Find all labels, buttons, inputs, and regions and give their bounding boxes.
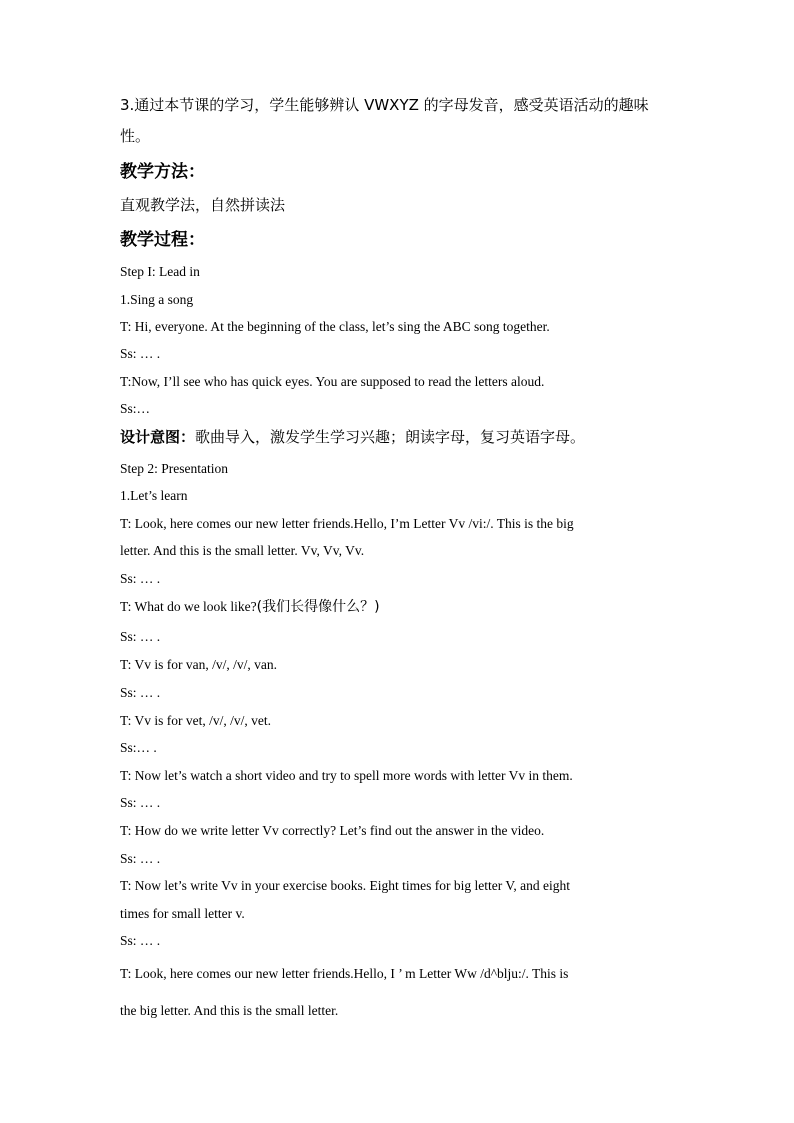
step2-line-12: T: How do we write letter Vv correctly? Let’s find out the answer in the video. — [120, 823, 545, 838]
step2-title: Step 2: Presentation — [120, 461, 228, 476]
step2-line-18: the big letter. And this is the small letter. — [120, 1003, 339, 1018]
step1-teacher-line-2: T:Now, I’ll see who has quick eyes. You are supposed to read the letters aloud. — [120, 374, 545, 389]
step2-line-4-en: T: What do we look like? — [120, 599, 257, 614]
step2-line-1: T: Look, here comes our new letter friends.Hello, I’m Letter Vv /vi:/. This is the big — [120, 516, 574, 531]
step2-line-2: letter. And this is the small letter. Vv, Vv, Vv. — [120, 543, 365, 558]
step2-line-8: T: Vv is for vet, /v/, /v/, vet. — [120, 713, 271, 728]
step1-sub: 1.Sing a song — [120, 292, 194, 307]
step2-line-9: Ss:… . — [120, 740, 157, 755]
process-heading: 教学过程： — [120, 230, 205, 250]
step1-teacher-line-1: T: Hi, everyone. At the beginning of the class, let’s sing the ABC song together. — [120, 319, 550, 334]
step1-title: Step I: Lead in — [120, 264, 200, 279]
step2-line-13: Ss: … . — [120, 851, 161, 866]
design-intent-text: 歌曲导入，激发学生学习兴趣；朗读字母，复习英语字母。 — [195, 428, 586, 446]
step2-line-15: times for small letter v. — [120, 906, 245, 921]
step2-line-10: T: Now let’s watch a short video and try to spell more words with letter Vv in them. — [120, 768, 573, 783]
design-intent-label: 设计意图： — [120, 428, 196, 446]
step2-line-6: T: Vv is for van, /v/, /v/, van. — [120, 657, 277, 672]
step2-line-3: Ss: … . — [120, 571, 161, 586]
step2-line-17: T: Look, here comes our new letter friends.Hello, I ’ m Letter Ww /d^blju:/. This is — [120, 966, 569, 981]
step1-students-line-1: Ss: … . — [120, 346, 161, 361]
step2-line-14: T: Now let’s write Vv in your exercise books. Eight times for big letter V, and eight — [120, 878, 571, 893]
objective-line-2: 性。 — [120, 127, 151, 145]
methods-heading: 教学方法： — [120, 162, 205, 182]
methods-text: 直观教学法，自然拼读法 — [120, 196, 286, 214]
design-intent — [120, 429, 585, 445]
step2-line-4 — [120, 599, 380, 615]
step2-line-16: Ss: … . — [120, 933, 161, 948]
objective-line-1: 3.通过本节课的学习，学生能够辨认 VWXYZ 的字母发音，感受英语活动的趣味 — [120, 96, 649, 114]
step2-line-7: Ss: … . — [120, 685, 161, 700]
step2-line-4-cn: (我们长得像什么？) — [256, 599, 380, 615]
step2-line-5: Ss: … . — [120, 629, 161, 644]
step1-students-line-2: Ss:… — [120, 401, 151, 416]
step2-sub: 1.Let’s learn — [120, 488, 188, 503]
step2-line-11: Ss: … . — [120, 795, 161, 810]
